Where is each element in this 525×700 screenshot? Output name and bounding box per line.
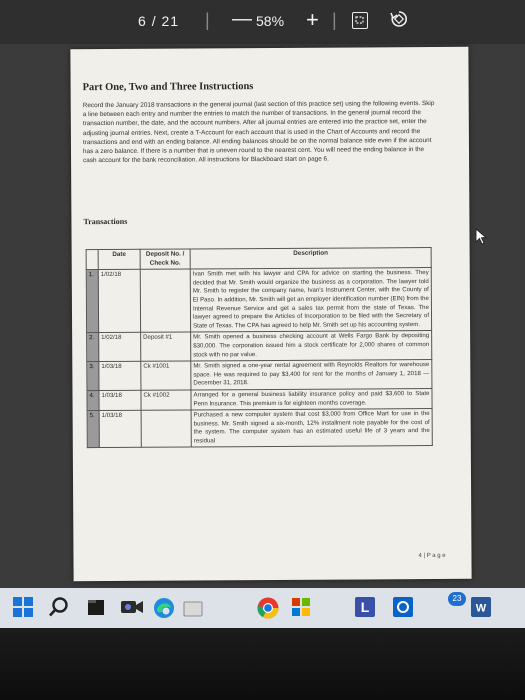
table-row xyxy=(87,388,432,410)
page-number: 4 | P a g e xyxy=(418,552,446,560)
row-deposit: Ck #1001 xyxy=(141,361,191,390)
file-explorer-icon[interactable] xyxy=(86,596,106,623)
rotate-icon[interactable] xyxy=(389,9,409,34)
page-heading: Part One, Two and Three Instructions xyxy=(82,81,254,94)
toolbar-separator: | xyxy=(205,10,210,30)
row-description: Purchased a new computer system that cost $3,000 from Office Mart for use in the business. Mr. Smith signed a six-month, 12% installment note payable for the cost of the system. The computer system has an estimated useful life of 3 years and the residual xyxy=(191,409,432,448)
meet-icon[interactable] xyxy=(120,596,144,623)
row-description: Mr. Smith opened a business checking account at Wells Fargo Bank by depositing $30,000. The corporation issued him a stock certificate for 2,000 shares of common stock with no par value. xyxy=(191,331,432,361)
row-description: Ivan Smith met with his lawyer and CPA for advice on starting the business. They decided that Mr. Smith would organize the business as a corporation. The lawyer told Mr. Smith to register the company name, Ivan's Instrument Center, with the County of El Paso. In addition, Mr. Smith will get an employer identification number (EIN) from the Internal Revenue Service and get a sales tax permit from the state of Texas. The lawyer agreed to prepare the Articles of Incorporation to be filed with the Secretary of State of Texas. The CPA has agreed to help Mr. Smith set up his accounting system. xyxy=(190,268,431,333)
zoom-out-button[interactable]: — xyxy=(232,8,252,30)
zoom-level[interactable]: 58% xyxy=(256,13,285,29)
store-icon[interactable] xyxy=(182,596,204,623)
l-app-letter: L xyxy=(360,599,370,615)
row-description: Mr. Smith signed a one-year rental agreement with Reynolds Realtors for warehouse space. He was required to pay $3,400 for rent for the months of January 1, 2018 — December 31, 2018. xyxy=(191,360,432,390)
toolbar-separator-2: | xyxy=(332,10,337,30)
row-date: 1/02/18 xyxy=(99,333,141,362)
taskbar xyxy=(0,588,525,628)
instructions-paragraph: Record the January 2018 transactions in the general journal (last section of this practice set) using the following events. Skip a line between each entry and number the entries to match the number of transactions. In the general journal record the transaction number, the date, and the account numbers. After all journal entries are entered into the practice set, enter the adjusting journal entries. Next, create a T-Account for each account that is used in the Chart of Accounts and record the transactions and end with an ending balance. All ending balances should be on the normal balance side even if the account has a zero balance. If there is a number that is uneven round to the nearest cent. You will need the ending balance in the cash account for the bank reconciliation. All instructions for Blackboard start on page 6. xyxy=(82,99,435,165)
row-number: 5. xyxy=(87,411,99,448)
row-number: 1. xyxy=(86,270,98,333)
row-deposit xyxy=(140,269,190,332)
col-description-header: Description xyxy=(190,248,431,270)
table-row xyxy=(86,268,431,333)
row-date: 1/03/18 xyxy=(99,410,141,448)
fit-page-icon[interactable] xyxy=(352,12,368,29)
zoom-in-button[interactable]: + xyxy=(306,7,319,32)
row-deposit: Deposit #1 xyxy=(141,332,191,361)
word-icon[interactable] xyxy=(470,596,492,623)
row-description: Arranged for a general business liability insurance policy and paid $3,600 to State Penn Insurance. This premium is for eighteen months coverage. xyxy=(191,388,432,410)
notification-badge: 23 xyxy=(448,592,466,606)
chrome-icon[interactable] xyxy=(256,596,280,625)
col-date-header: Date xyxy=(98,249,140,269)
row-date: 1/03/18 xyxy=(99,390,141,410)
mouse-cursor-icon xyxy=(475,228,489,246)
table-row xyxy=(87,331,432,362)
page-current-input[interactable]: 6 xyxy=(138,13,147,29)
pdf-toolbar xyxy=(0,0,525,44)
transactions-heading: Transactions xyxy=(83,216,128,227)
monitor-bezel xyxy=(0,628,525,700)
page-indicator[interactable] xyxy=(138,13,179,29)
row-number: 2. xyxy=(87,333,99,362)
col-deposit-header: Deposit No. / Check No. xyxy=(140,249,190,269)
outlook-icon[interactable] xyxy=(392,596,414,623)
document-page xyxy=(70,47,471,581)
edge-icon[interactable] xyxy=(152,596,176,625)
row-date: 1/02/18 xyxy=(98,269,140,332)
row-deposit: Ck #1002 xyxy=(141,390,191,410)
row-number: 4. xyxy=(87,390,99,410)
search-icon[interactable] xyxy=(48,596,70,623)
page-total: / 21 xyxy=(151,13,180,29)
table-row xyxy=(87,409,432,448)
word-letter: W xyxy=(475,602,487,615)
col-num-header xyxy=(86,250,98,270)
windows-start-icon[interactable] xyxy=(12,596,34,623)
row-deposit xyxy=(141,410,191,448)
table-header-row xyxy=(86,248,431,270)
transactions-table xyxy=(86,247,433,449)
table-row xyxy=(87,360,432,391)
row-number: 3. xyxy=(87,362,99,391)
row-date: 1/03/18 xyxy=(99,361,141,390)
office-icon[interactable] xyxy=(290,596,312,623)
l-app-icon[interactable] xyxy=(354,596,376,623)
